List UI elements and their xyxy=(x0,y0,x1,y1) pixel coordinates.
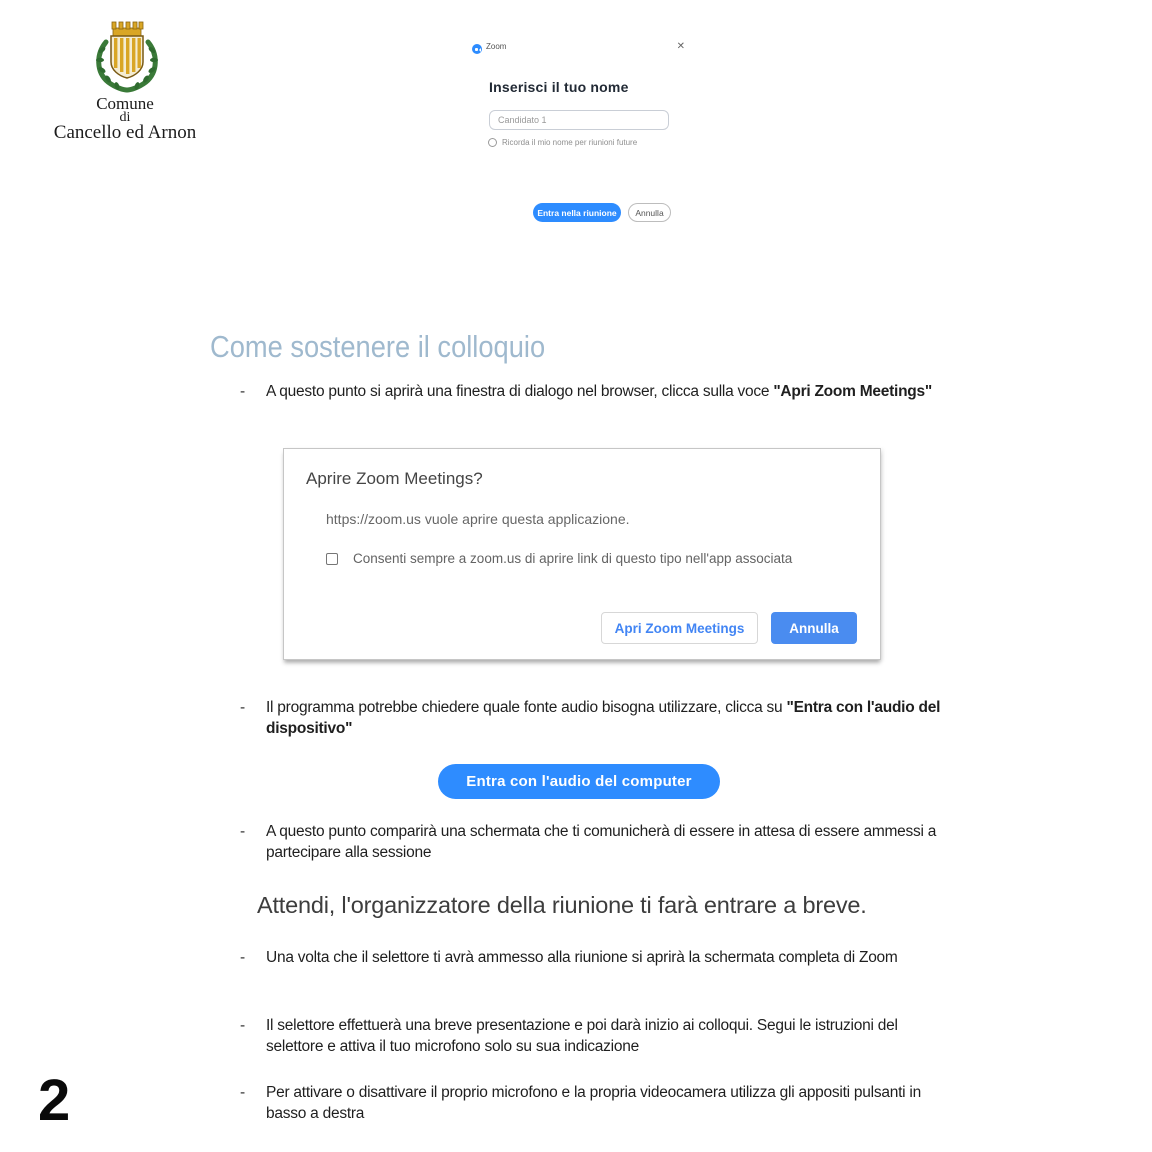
bullet-admitted xyxy=(240,948,952,969)
bullet-open-zoom xyxy=(240,382,952,403)
bullet-text: Per attivare o disattivare il proprio microfono e la propria videocamera utilizza gli appositi pulsanti in basso a destra xyxy=(266,1084,921,1122)
section-heading: Come sostenere il colloquio xyxy=(210,329,546,364)
browser-dialog-message: https://zoom.us vuole aprire questa applicazione. xyxy=(326,511,630,527)
bullet-marker: - xyxy=(240,1017,245,1034)
municipality-name-line2: di xyxy=(119,110,131,125)
bullet-marker: - xyxy=(240,699,245,716)
remember-name-checkbox[interactable] xyxy=(488,138,497,147)
zoom-dialog-titlebar xyxy=(462,38,692,56)
bullet-presentation xyxy=(240,1016,952,1057)
municipality-name xyxy=(10,96,240,142)
bullet-text: A questo punto si aprirà una finestra di dialogo nel browser, clicca sulla voce xyxy=(266,383,774,400)
host-will-admit-text: Attendi, l'organizzatore della riunione ti farà entrare a breve. xyxy=(257,892,867,918)
bullet-mic-camera xyxy=(240,1083,952,1124)
bullet-text: Una volta che il selettore ti avrà ammesso alla riunione si aprirà la schermata completa di Zoom xyxy=(266,949,898,966)
always-allow-checkbox[interactable] xyxy=(326,553,338,565)
remember-name-label: Ricorda il mio nome per riunioni future xyxy=(502,138,638,147)
bullet-bold-text: "Entra con l'audio del dispositivo" xyxy=(266,699,941,737)
open-zoom-meetings-button[interactable]: Apri Zoom Meetings xyxy=(601,612,758,644)
bullet-text: Il selettore effettuerà una breve presentazione e poi darà inizio ai colloqui. Segui le istruzioni del selettore e attiva il tuo microfono solo su sua indicazione xyxy=(266,1017,898,1055)
zoom-app-title: Zoom xyxy=(486,42,507,51)
enter-name-title: Inserisci il tuo nome xyxy=(489,79,629,95)
municipality-name-line3: Cancello ed Arnon xyxy=(53,122,197,143)
bullet-text: A questo punto comparirà una schermata che ti comunicherà di essere in attesa di essere ammessi a partecipare alla sessione xyxy=(266,823,937,861)
municipality-crest xyxy=(92,20,162,96)
join-meeting-button[interactable]: Entra nella riunione xyxy=(533,203,621,222)
join-with-computer-audio-button[interactable]: Entra con l'audio del computer xyxy=(438,764,720,799)
bullet-waiting-screen xyxy=(240,822,952,863)
browser-dialog-title: Aprire Zoom Meetings? xyxy=(306,469,483,488)
always-allow-label: Consenti sempre a zoom.us di aprire link di questo tipo nell'app associata xyxy=(353,551,793,566)
bullet-marker: - xyxy=(240,949,245,966)
bullet-bold-text: "Apri Zoom Meetings" xyxy=(773,383,932,400)
browser-cancel-button[interactable]: Annulla xyxy=(771,612,857,644)
zoom-app-icon xyxy=(472,44,482,54)
name-input[interactable] xyxy=(489,110,669,130)
bullet-marker: - xyxy=(240,1084,245,1101)
bullet-audio-source xyxy=(240,698,952,739)
page-number: 2 xyxy=(38,1068,71,1133)
bullet-text: Il programma potrebbe chiedere quale fonte audio bisogna utilizzare, clicca su xyxy=(266,699,787,716)
bullet-marker: - xyxy=(240,383,245,400)
municipality-name-line1: Comune xyxy=(96,94,154,113)
zoom-name-dialog xyxy=(462,38,692,230)
zoom-cancel-button[interactable]: Annulla xyxy=(628,203,671,222)
bullet-marker: - xyxy=(240,823,245,840)
close-icon[interactable]: ✕ xyxy=(676,41,685,52)
open-zoom-browser-dialog xyxy=(283,448,881,660)
